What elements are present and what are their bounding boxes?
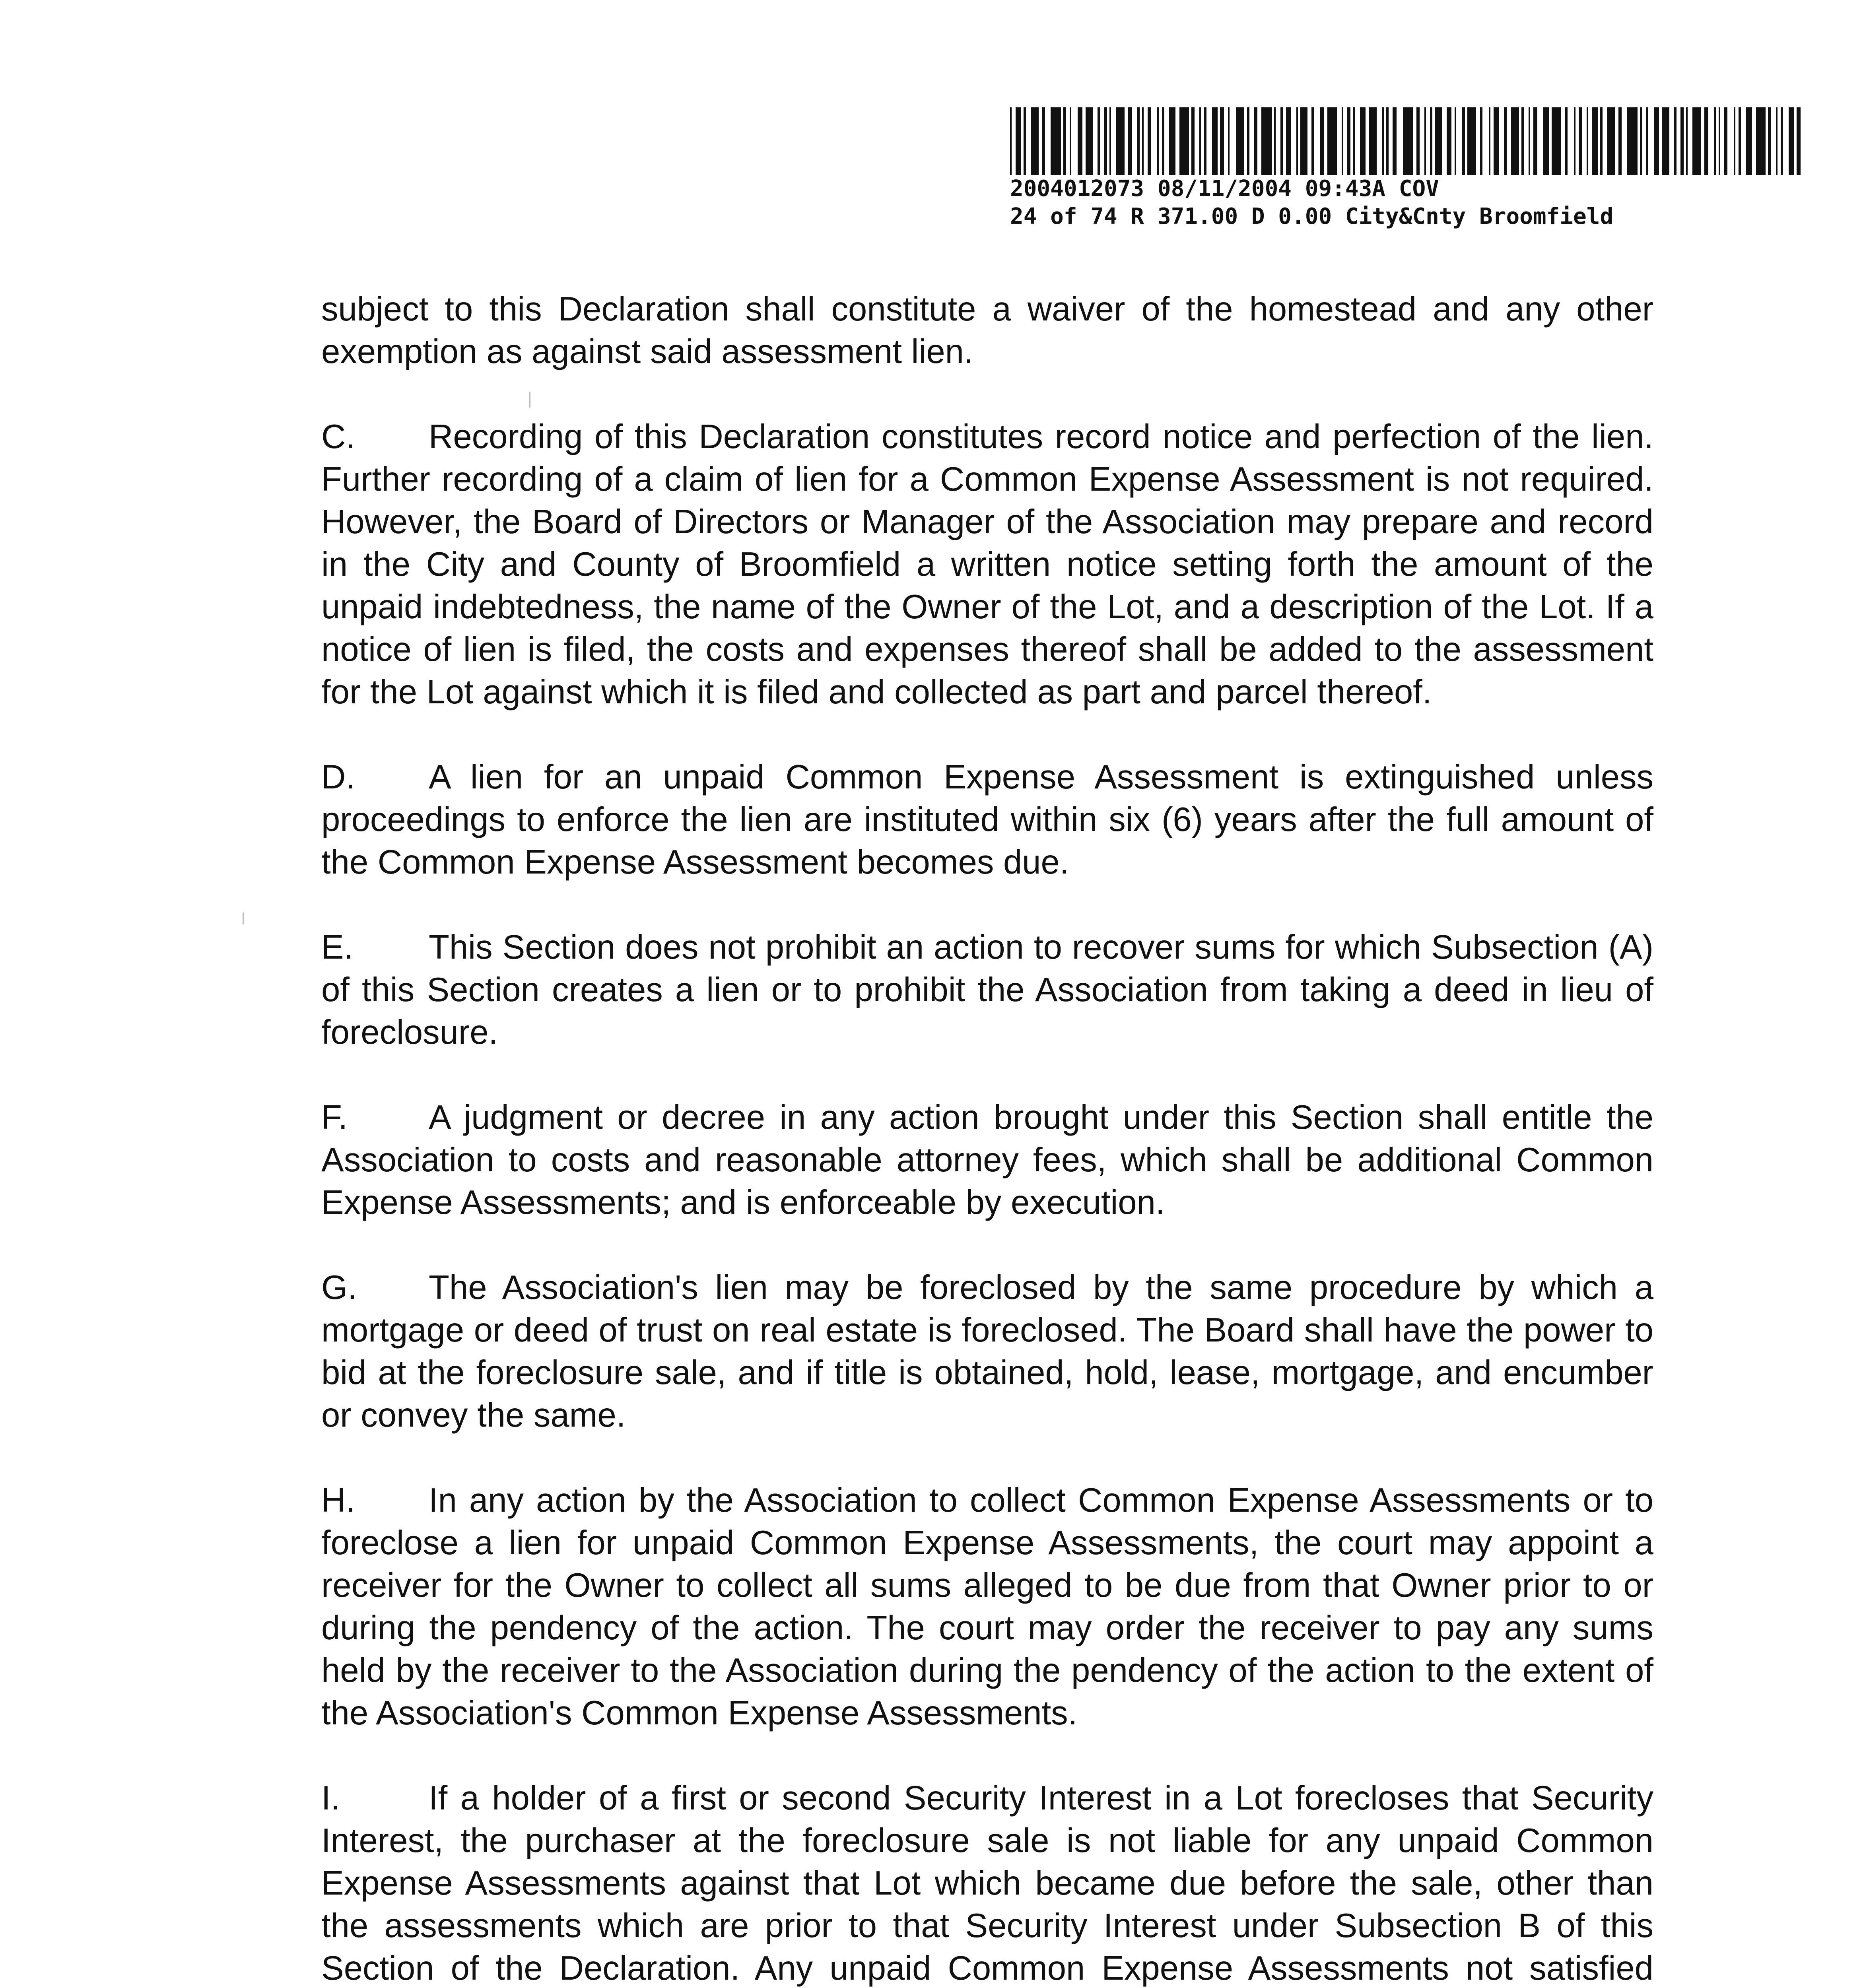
barcode-bar [1116,107,1125,175]
barcode-bar [1320,107,1324,175]
barcode-bar [1236,107,1244,175]
paragraph-text: A judgment or decree in any action brought under this Section shall entitle the Association to costs and reasonable attorney fees, which shall be additional Common Expense Assessments; and is enforceable by execution. [321,1099,1653,1221]
paragraph-h [321,1479,1653,1734]
barcode-bar [1199,107,1201,175]
barcode-bar [1797,107,1801,175]
recording-stamp [1010,107,1801,231]
barcode-bar [1592,107,1598,175]
barcode-bar [1654,107,1659,175]
barcode-bar [1455,107,1456,175]
barcode-bar [1078,107,1082,175]
barcode-bar [1781,107,1783,175]
barcode-bar [1734,107,1735,175]
barcode-bar [1360,107,1366,175]
barcode-bar [1327,107,1337,175]
paragraph-label: G. [321,1269,357,1307]
barcode-bar [1142,107,1144,175]
barcode-bar [1704,107,1708,175]
barcode-bar [1157,107,1159,175]
barcode-bar [1529,107,1530,175]
paragraph-f [321,1096,1653,1224]
barcode-bar [1480,107,1482,175]
barcode-bar [1162,107,1164,175]
barcode-bar [1070,107,1071,175]
barcode-bar [1746,107,1752,175]
barcode-bar [1607,107,1615,175]
barcode-bar [1462,107,1465,175]
barcode-bar [1552,107,1561,175]
barcode-bar [1756,107,1766,175]
barcode-bar [1109,107,1111,175]
paragraph-i [321,1777,1653,1988]
barcode-bar [1353,107,1355,175]
barcode-bar [1416,107,1420,175]
paragraph-text: If a holder of a first or second Security Interest in a Lot forecloses that Security Interest, the purchaser at the foreclosure sale is not liable for any unpaid Common Expense Assessments against that Lot which became due before the sale, other than the assessments which are prior to that Security Interest under Subsection B of this Section of the Declaration. Any unpaid Common Expense Assessments not satisfied [321,1779,1653,1987]
barcode-bar [1016,107,1021,175]
paragraph-label: I. [321,1779,340,1817]
barcode-bar [1424,107,1426,175]
barcode-bar [1098,107,1100,175]
barcode-bar [1646,107,1648,175]
paragraph-c [321,415,1653,713]
barcode-bar [1220,107,1224,175]
paragraph-label: C. [321,418,355,456]
barcode-bar [1228,107,1230,175]
paragraph-label: F. [321,1099,348,1136]
barcode-bar [1369,107,1377,175]
stamp-line-1: 2004012073 08/11/2004 09:43A COV [1010,176,1439,202]
barcode-bar [1543,107,1549,175]
barcode-bar [1447,107,1451,175]
barcode-bar [1719,107,1720,175]
barcode-bar [1261,107,1272,175]
barcode-bar [1662,107,1669,175]
paragraph-text: Recording of this Declaration constitutes record notice and perfection of the lien. Further recording of a claim of lien for a Common Expense Assessment is not required. However, the Board of Directors or Manager of the Association may prepare and record in the City and County of Broomfield a written notice setting forth the amount of the unpaid indebtedness, the name of the Owner of the Lot, and a description of the Lot. If a notice of lien is filed, the costs and expenses thereof shall be added to the assessment for the Lot against which it is filed and collected as part and parcel thereof. [321,418,1653,711]
barcode-bar [1533,107,1537,175]
scan-artifact [243,912,244,924]
barcode-bar [1435,107,1442,175]
barcode-bar [1148,107,1151,175]
barcode-bar [1403,107,1413,175]
barcode-bar [1296,107,1298,175]
paragraph-label: E. [321,928,354,966]
barcode-bar [1686,107,1688,175]
barcode-bar [1618,107,1622,175]
stamp-line-2: 24 of 74 R 371.00 D 0.00 City&Cnty Broomfield [1010,204,1614,229]
barcode-bar [1511,107,1519,175]
barcode-bar [1789,107,1794,175]
barcode-bar [1300,107,1307,175]
barcode [1010,107,1801,175]
barcode-bar [1311,107,1314,175]
barcode-bar [1247,107,1249,175]
barcode-bar [1063,107,1066,175]
paragraph-label: H. [321,1481,355,1519]
paragraph-continuation [321,288,1653,373]
barcode-bar [1212,107,1218,175]
barcode-bar [1600,107,1603,175]
barcode-bar [1574,107,1575,175]
barcode-bar [1565,107,1568,175]
barcode-bar [1137,107,1140,175]
barcode-bar [1031,107,1039,175]
barcode-bar [1010,107,1012,175]
barcode-bar [1504,107,1507,175]
barcode-bar [1674,107,1677,175]
paragraph-label: D. [321,758,355,796]
barcode-bar [1191,107,1195,175]
paragraph-e [321,926,1653,1054]
barcode-bar [1024,107,1026,175]
barcode-bar [1714,107,1716,175]
barcode-bar [1489,107,1490,175]
barcode-bar [1430,107,1432,175]
barcode-bar [1724,107,1727,175]
barcode-bar [1467,107,1476,175]
barcode-bar [1042,107,1045,175]
paragraph-text: This Section does not prohibit an action to recover sums for which Subsection (A) of this Section creates a lien or to prohibit the Association from taking a deed in lieu of foreclosure. [321,928,1653,1051]
barcode-bar [1386,107,1389,175]
barcode-bar [1692,107,1701,175]
barcode-bar [1086,107,1093,175]
barcode-bar [1169,107,1175,175]
paragraph-d [321,756,1653,883]
barcode-bar [1680,107,1684,175]
barcode-bar [1382,107,1384,175]
barcode-bar [1776,107,1778,175]
paragraph-text: In any action by the Association to collect Common Expense Assessments or to foreclose a lien for unpaid Common Expense Assessments, the court may appoint a receiver for the Owner to collect all sums alleged to be due from that Owner prior to or during the pendency of the action. The court may order the receiver to pay any sums held by the receiver to the Association during the pendency of the action to the extent of the Association's Common Expense Assessments. [321,1481,1653,1732]
body-text [321,288,1653,1988]
barcode-bar [1286,107,1291,175]
barcode-bar [1579,107,1582,175]
barcode-bar [1627,107,1638,175]
barcode-bar [1587,107,1588,175]
barcode-bar [1051,107,1061,175]
paragraph-text: A lien for an unpaid Common Expense Assessment is extinguished unless proceedings to enforce the lien are instituted within six (6) years after the full amount of the Common Expense Assessment becomes due. [321,758,1653,881]
barcode-bar [1739,107,1741,175]
barcode-bar [1347,107,1350,175]
barcode-bar [1393,107,1397,175]
barcode-bar [1179,107,1189,175]
barcode-bar [1128,107,1132,175]
scan-artifact [529,392,530,408]
barcode-bar [1104,107,1107,175]
paragraph-g [321,1266,1653,1437]
barcode-bar [1768,107,1771,175]
barcode-bar [1494,107,1499,175]
paragraph-text: The Association's lien may be foreclosed by the same procedure by which a mortgage or deed of trust on real estate is foreclosed. The Board shall have the power to bid at the foreclosure sale, and if title is obtained, hold, lease, mortgage, and encumber or convey the same. [321,1269,1653,1434]
barcode-bar [1274,107,1276,175]
barcode-bar [1342,107,1343,175]
paragraph-text: subject to this Declaration shall constitute a waiver of the homestead and any other exemption as against said assessment lien. [321,290,1653,371]
barcode-bar [1280,107,1283,175]
barcode-bar [1204,107,1206,175]
barcode-bar [1521,107,1524,175]
barcode-bar [1254,107,1257,175]
barcode-bar [1640,107,1642,175]
